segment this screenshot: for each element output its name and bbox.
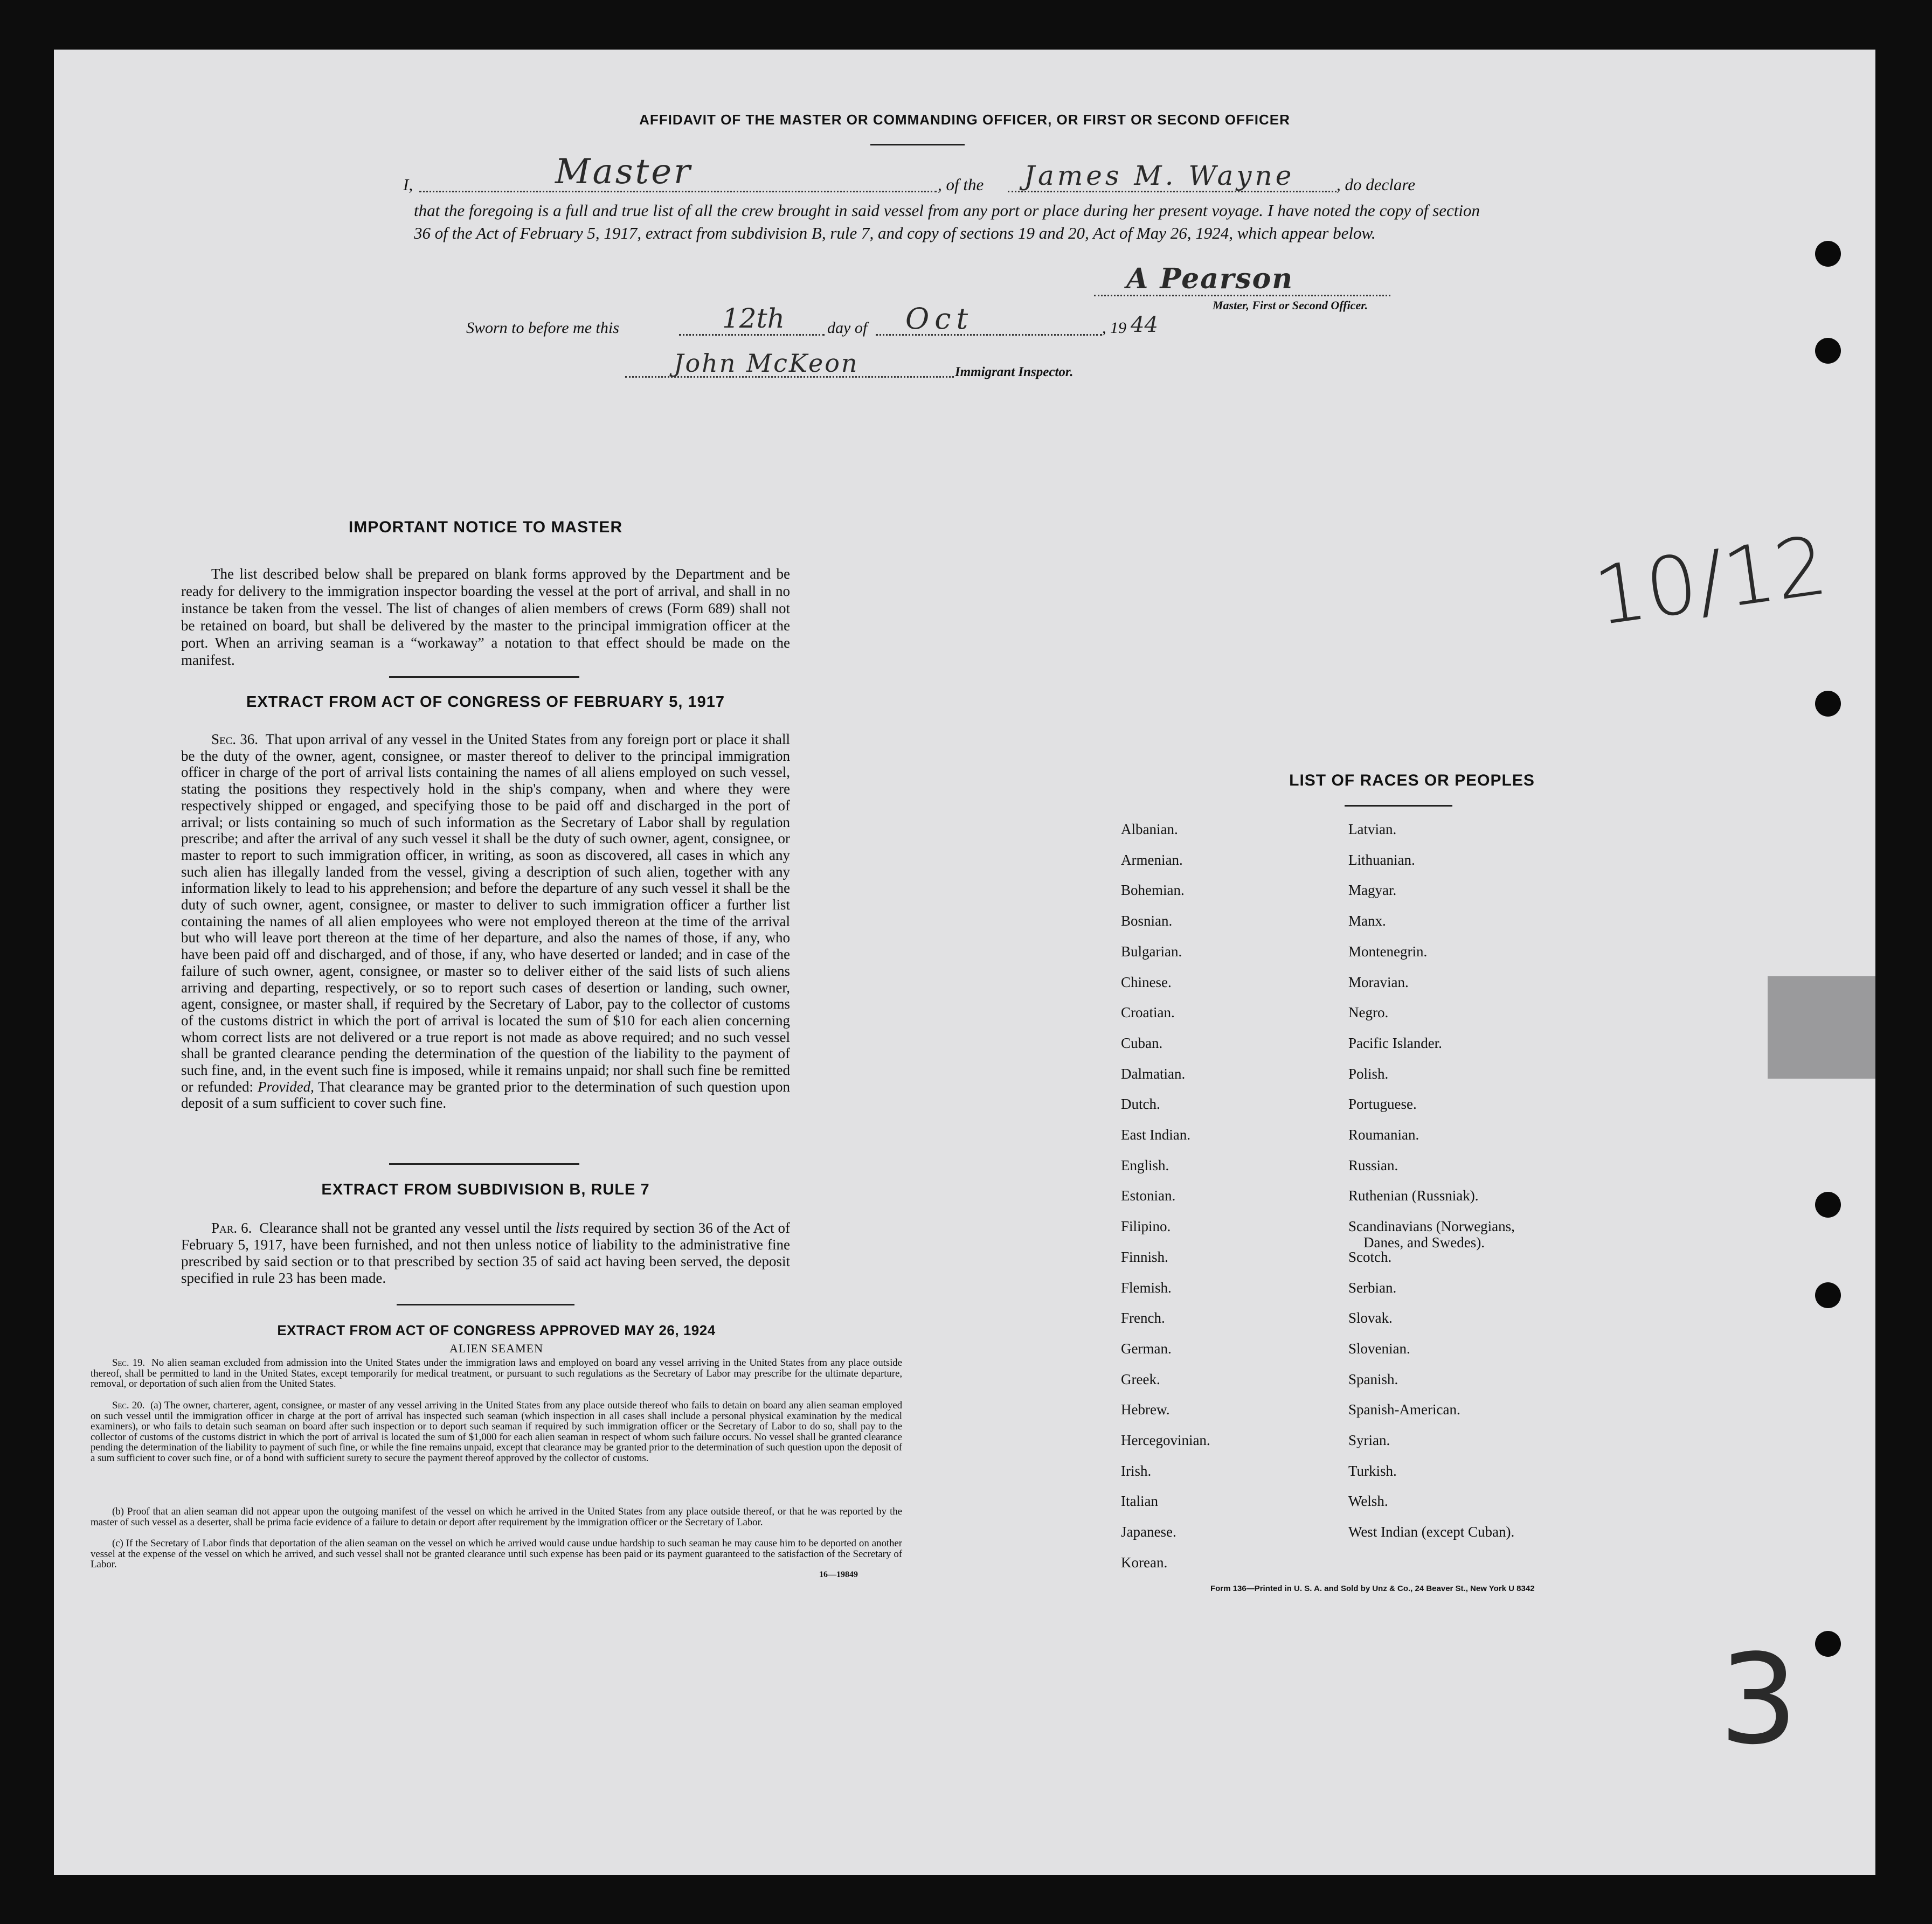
affidavit-text: that the foregoing is a full and true list of all the crew brought in said vessel from any port or place during her present voyage. I have noted the copy of section 36 of the Act of February 5, 1917, extract from subdivision B, rule 7, and copy of sections 19 and 20, Act of May 26, 1924, which appear below. — [414, 201, 1480, 242]
affidavit-title: AFFIDAVIT OF THE MASTER OR COMMANDING OFFICER, OR FIRST OR SECOND OFFICER — [639, 112, 1290, 128]
race-item: German. — [1121, 1340, 1172, 1357]
sec20a-body: (a) The owner, charterer, agent, consignee, or master of any vessel arriving in the United States from any place outside thereof who fails to detain on board any alien seaman employed on such vessel until the immigration officer in charge at the port of arrival has inspected such seaman (which inspection in all cases shall include a personal physical examination by the medical examiners), or who fails to detain such seaman on board after such inspection or to deport such seaman if required by such immigration officer or the Secretary of Labor to do so, shall pay to the collector of customs of the customs district in which the port of arrival is located the sum of $1,000 for each alien seaman in respect of whom such failure occurs. No vessel shall be granted clearance pending the determination of the liability to payment of such fine, or while the fine remains unpaid, except that clearance may be granted prior to the determination of such question upon the deposit of a sum sufficient to cover such fine, or of a bond with sufficient surety to secure the payment thereof approved by the collector of customs. — [91, 1400, 902, 1464]
extract-1917-heading: EXTRACT FROM ACT OF CONGRESS OF FEBRUARY 5, 1917 — [246, 693, 725, 711]
race-item: Hercegovinian. — [1121, 1432, 1210, 1448]
sec20c-text: (c) If the Secretary of Labor finds that deportation of the alien seaman on the vessel on which he arrived would cause undue hardship to such seaman he may cause him to be deported on another vessel at the expense of the vessel on which he arrived, and such vessel shall not be granted clearance until such expense has been paid or its payment guaranteed to the satisfaction of the Secretary of Labor. — [91, 1538, 902, 1571]
title-rule — [870, 144, 965, 145]
proviso-text: That clearance may be granted prior to the determination of such question upon deposit of a sum sufficient to cover such fine. — [181, 1078, 791, 1112]
affidavit-i: I, — [403, 175, 413, 194]
race-item: Finnish. — [1121, 1248, 1168, 1265]
handwritten-page-number: 3 — [1719, 1628, 1798, 1772]
par6-lists: lists — [556, 1220, 579, 1236]
race-item: Spanish-American. — [1348, 1401, 1460, 1418]
race-item: Bulgarian. — [1121, 943, 1182, 960]
race-item: Serbian. — [1348, 1279, 1397, 1296]
race-item: Irish. — [1121, 1462, 1152, 1479]
race-item: Cuban. — [1121, 1034, 1163, 1051]
alien-seamen-subheading: ALIEN SEAMEN — [449, 1342, 543, 1355]
race-item: Latvian. — [1348, 821, 1397, 837]
race-item: Negro. — [1348, 1004, 1389, 1021]
race-item: Montenegrin. — [1348, 943, 1428, 960]
race-item: Slovenian. — [1348, 1340, 1410, 1357]
sworn-prefix: Sworn to before me this — [466, 319, 619, 337]
race-item: Chinese. — [1121, 974, 1172, 990]
handwritten-signature: A Pearson — [1126, 262, 1294, 295]
race-item: East Indian. — [1121, 1127, 1190, 1143]
extract-1924-heading: EXTRACT FROM ACT OF CONGRESS APPROVED MAY 26, 1924 — [277, 1322, 716, 1338]
notice-heading: IMPORTANT NOTICE TO MASTER — [348, 518, 623, 536]
handwritten-month: Oct — [905, 302, 974, 336]
signature-dotline — [1094, 295, 1390, 296]
race-item: Hebrew. — [1121, 1401, 1170, 1418]
race-item: English. — [1121, 1157, 1169, 1173]
race-item: Japanese. — [1121, 1524, 1176, 1540]
punch-hole — [1815, 1192, 1841, 1218]
punch-hole — [1815, 338, 1841, 364]
year-prefix: , 19 — [1102, 319, 1126, 337]
race-item: Manx. — [1348, 913, 1386, 929]
race-item: Croatian. — [1121, 1004, 1175, 1021]
race-item: Portuguese. — [1348, 1096, 1417, 1113]
notice-text: The list described below shall be prepared on blank forms approved by the Department and be ready for delivery to the immigration inspector boarding the vessel at the port of arrival, and shall in no instance be taken from the vessel. The list of changes of alien members of crews (Form 689) shall not be retained on board, but shall be delivered by the master to the principal immigration officer at the port. When an arriving seaman is a “workaway” a notation to that effect should be made on the manifest. — [181, 566, 790, 668]
race-item: Italian — [1121, 1493, 1158, 1510]
race-item: Korean. — [1121, 1554, 1168, 1571]
race-item: Russian. — [1348, 1157, 1398, 1173]
handwritten-inspector: John McKeon — [674, 349, 859, 378]
handwritten-margin-date: 10/12 — [1588, 518, 1833, 644]
race-item: Syrian. — [1348, 1432, 1390, 1448]
par6-rule — [397, 1304, 574, 1305]
race-item: Moravian. — [1348, 974, 1409, 990]
race-item: Roumanian. — [1348, 1127, 1419, 1143]
handwritten-vessel: James M. Wayne — [1024, 160, 1295, 191]
race-item: Albanian. — [1121, 821, 1178, 837]
day-dotline — [679, 334, 825, 336]
race-item: Polish. — [1348, 1065, 1389, 1082]
notice-rule — [389, 676, 579, 678]
affidavit-declare: , do declare — [1337, 175, 1416, 194]
document-page — [54, 50, 1875, 1875]
races-rule — [1345, 805, 1452, 807]
race-item: Flemish. — [1121, 1279, 1172, 1296]
sec36-text — [181, 731, 790, 1112]
sec19-body: No alien seaman excluded from admission into the United States under the immigration laws and employed on board any vessel arriving in the United States from any place outside thereof, shall be permitted to land in the United States, except temporarily for medical treatment, or pursuant to such regulations as the Secretary of Labor may prescribe for the ultimate departure, removal, or deportation of such alien from the United States. — [91, 1357, 902, 1390]
extract-rule7-heading: EXTRACT FROM SUBDIVISION B, RULE 7 — [321, 1181, 650, 1198]
handwritten-rank: Master — [555, 152, 693, 192]
punch-hole — [1815, 1631, 1841, 1657]
race-item: Scotch. — [1348, 1248, 1392, 1265]
inspector-caption: Immigrant Inspector. — [955, 365, 1074, 379]
race-item: Danes, and Swedes). — [1363, 1234, 1485, 1251]
par6-text — [181, 1220, 790, 1287]
sec20b-text: (b) Proof that an alien seaman did not appear upon the outgoing manifest of the vessel on which he arrived in the United States from any place outside thereof, or that he was reported by the master of such vessel as a deserter, shall be prima facie evidence of a failure to detain or deport after requirement by the immigration officer or the Secretary of Labor. — [91, 1506, 902, 1528]
race-item: Filipino. — [1121, 1218, 1171, 1235]
race-item: Dutch. — [1121, 1096, 1160, 1113]
race-item: West Indian (except Cuban). — [1348, 1524, 1515, 1540]
sec36-rule — [389, 1163, 579, 1165]
sec36-label: Sec. 36. — [211, 731, 258, 747]
race-item: Bosnian. — [1121, 913, 1173, 929]
race-item: Spanish. — [1348, 1371, 1398, 1387]
par6-text-a: Clearance shall not be granted any vessel until the — [259, 1220, 552, 1236]
race-item: Turkish. — [1348, 1462, 1397, 1479]
race-item: Lithuanian. — [1348, 851, 1415, 868]
race-item: Magyar. — [1348, 882, 1397, 899]
print-code: 16—19849 — [819, 1570, 858, 1579]
race-item: Greek. — [1121, 1371, 1160, 1387]
punch-hole — [1815, 1282, 1841, 1308]
races-heading: LIST OF RACES OR PEOPLES — [1289, 772, 1535, 789]
handwritten-year: 44 — [1131, 312, 1158, 337]
par6-text-b: required by section 36 of the Act of February 5, 1917, have been furnished, and not then unless notice of liability to the administrative fine prescribed by said section or to that prescribed by section 35 of said act having been served, the deposit specified in rule 23 has been made. — [181, 1220, 791, 1286]
day-of: day of — [827, 319, 868, 337]
punch-hole — [1815, 691, 1841, 717]
race-item: Bohemian. — [1121, 882, 1185, 899]
sec20a-text — [91, 1400, 902, 1464]
punch-hole — [1815, 241, 1841, 267]
race-item: Ruthenian (Russniak). — [1348, 1187, 1479, 1204]
handwritten-day: 12th — [722, 303, 785, 334]
race-item: Armenian. — [1121, 851, 1183, 868]
sec20-label: Sec. 20. — [112, 1400, 145, 1411]
race-item: Dalmatian. — [1121, 1065, 1186, 1082]
inspector-dotline — [625, 376, 954, 378]
race-item: Slovak. — [1348, 1310, 1393, 1326]
race-item: Pacific Islander. — [1348, 1034, 1442, 1051]
race-item: Scandinavians (Norwegians, — [1348, 1218, 1515, 1235]
scan-shadow-strip — [1768, 976, 1875, 1079]
race-item: Estonian. — [1121, 1187, 1176, 1204]
sec19-text — [91, 1358, 902, 1390]
affidavit-of-the: , of the — [938, 175, 984, 194]
race-item: Welsh. — [1348, 1493, 1388, 1510]
par6-label: Par. 6. — [211, 1220, 252, 1236]
sec36-body: That upon arrival of any vessel in the United States from any foreign port or place it shall be the duty of the owner, agent, consignee, or master thereof to deliver to the principal immigration officer in charge of the port of arrival lists containing the names of all aliens employed on such vessel, stating the positions they respectively hold in the ship's company, when and where they were respectively shipped or engaged, and specifying those to be paid off and discharged in the port of arrival; or lists containing so much of such information as the Secretary of Labor shall by regulation prescribe; and after the arrival of any such vessel it shall be the duty of such owner, agent, consignee, or master to report to such immigration officer, in writing, as soon as discovered, all cases in which any such alien has illegally landed from the vessel, giving a description of such alien, together with any information likely to lead to his apprehension; and before the departure of any such vessel it shall be the duty of such owner, agent, consignee, or master to deliver to such immigration officer a further list containing the names of all alien employees who were not employed thereon at the time of the arrival but who will leave port thereon at the time of her departure, and also the names of those, if any, who have been paid off and discharged, and of those, if any, who have deserted or landed; and in case of the failure of such owner, agent, consignee, or master so to deliver either of the said lists of such aliens arriving and departing, respectively, or so to report such cases of desertion or landing, such owner, agent, consignee, or master shall, if required by the Secretary of Labor, pay to the collector of customs of the customs district in which the port of arrival is located the sum of $10 for each alien concerning whom correct lists are not delivered or a true report is not made as above required; and no such vessel shall be granted clearance pending the determination of the question of the liability to the payment of such fine, and, in the event such fine is imposed, while it remains unpaid; nor shall such fine be remitted or refunded: — [181, 731, 791, 1095]
sec19-label: Sec. 19. — [112, 1357, 146, 1369]
proviso-label: Provided, — [258, 1078, 314, 1095]
officer-caption: Master, First or Second Officer. — [1213, 298, 1368, 312]
form-footer: Form 136—Printed in U. S. A. and Sold by Unz & Co., 24 Beaver St., New York U 8342 — [1210, 1584, 1535, 1593]
race-item: French. — [1121, 1310, 1165, 1326]
